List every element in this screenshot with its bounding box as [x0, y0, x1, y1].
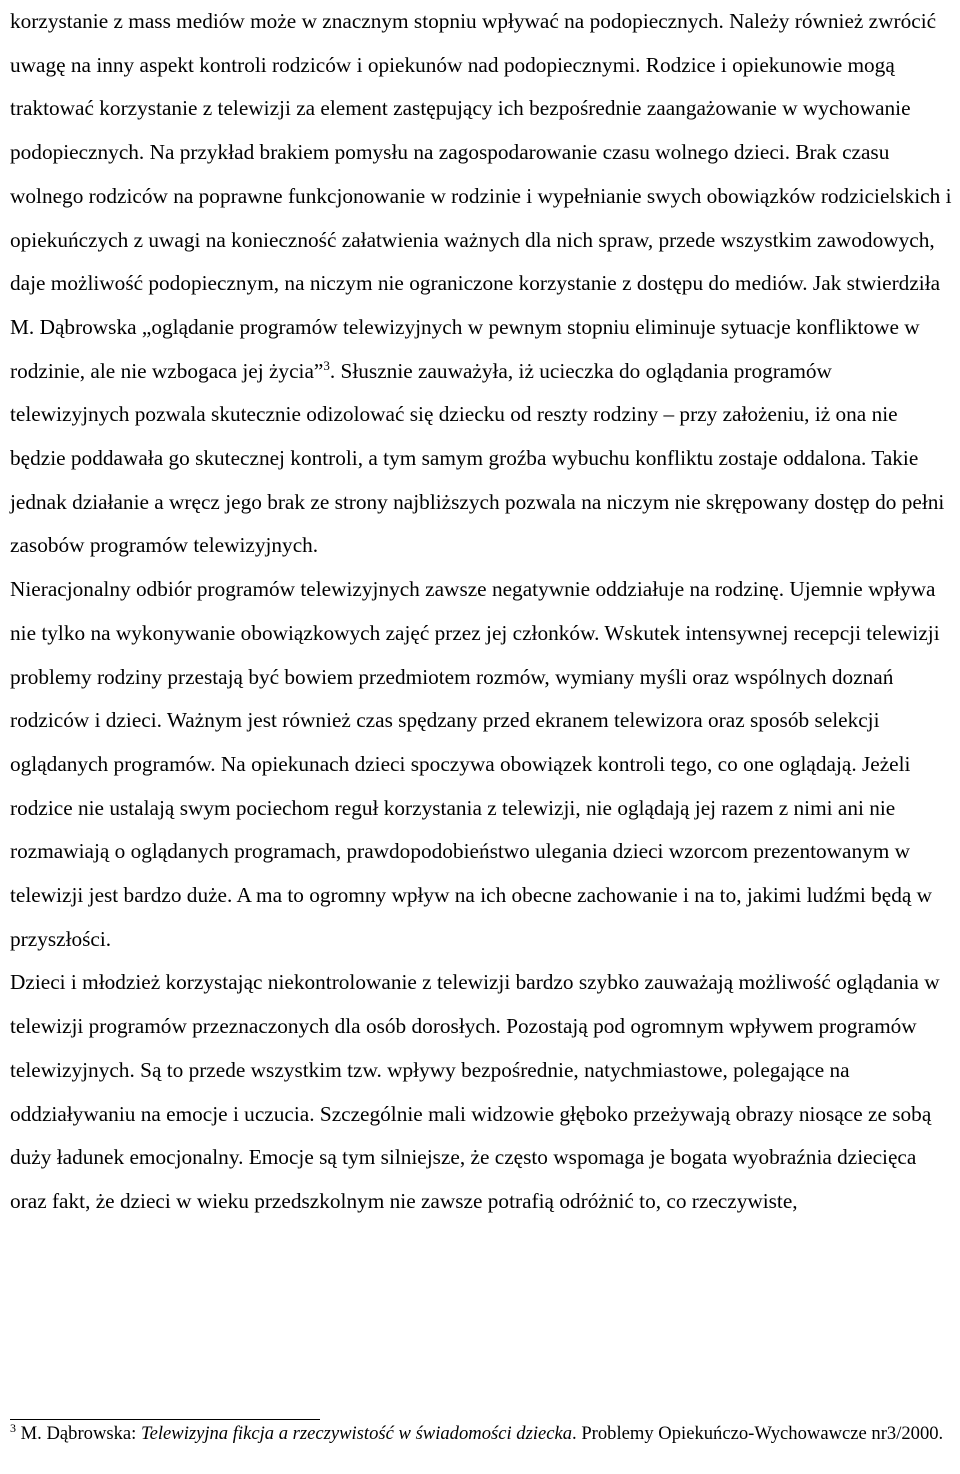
paragraph-1-text: korzystanie z mass mediów może w znacznym stopniu wpływać na podopiecznych. Należy również zwrócić uwagę na inny aspekt kontroli rodziców i opiekunów nad podopiecznymi. Rodzice i opiekunowie mogą traktować korzystanie z telewizji za element zastępujący ich bezpośrednie zaangażowanie w wychowanie podopiecznych. Na przykład brakiem pomysłu na zagospodarowanie czasu wolnego dzieci. Brak czasu wolnego rodziców na poprawne funkcjonowanie w rodzinie i wypełnianie swych obowiązków rodzicielskich i opiekuńczych z uwagi na konieczność załatwienia ważnych dla nich spraw, przede wszystkim zawodowych, daje możliwość podopiecznym, na niczym nie ograniczone korzystanie z dostępu do mediów. Jak stwierdziła M. Dąbrowska „oglądanie programów telewizyjnych w pewnym stopniu eliminuje sytuacje konfliktowe w rodzinie, ale nie wzbogaca jej życia”: [10, 9, 952, 383]
paragraph-1: [10, 0, 956, 568]
footnote-separator: [10, 1419, 320, 1420]
footnote: [10, 1420, 956, 1445]
footnote-reference[interactable]: 3: [323, 357, 330, 373]
page-body: [10, 0, 956, 1224]
footnote-title: Telewizyjna fikcja a rzeczywistość w świadomości dziecka: [140, 1423, 573, 1444]
paragraph-3: Dzieci i młodzież korzystając niekontrolowanie z telewizji bardzo szybko zauważają możliwość oglądania w telewizji programów przeznaczonych dla osób dorosłych. Pozostają pod ogromnym wpływem programów telewizyjnych. Są to przede wszystkim tzw. wpływy bezpośrednie, natychmiastowe, polegające na oddziaływaniu na emocje i uczucia. Szczególnie mali widzowie głęboko przeżywają obrazy niosące ze sobą duży ładunek emocjonalny. Emocje są tym silniejsze, że często wspomaga je bogata wyobraźnia dziecięca oraz fakt, że dzieci w wieku przedszkolnym nie zawsze potrafią odróżnić to, co rzeczywiste,: [10, 970, 940, 1213]
paragraph-2: Nieracjonalny odbiór programów telewizyjnych zawsze negatywnie oddziałuje na rodzinę. Ujemnie wpływa nie tylko na wykonywanie obowiązkowych zajęć przez jej członków. Wskutek intensywnej recepcji telewizji problemy rodziny przestają być bowiem przedmiotem rozmów, wymiany myśli oraz wspólnych doznań rodziców i dzieci. Ważnym jest również czas spędzany przed ekranem telewizora oraz sposób selekcji oglądanych programów. Na opiekunach dzieci spoczywa obowiązek kontroli tego, co one oglądają. Jeżeli rodzice nie ustalają swym pociechom reguł korzystania z telewizji, nie oglądają jej razem z nimi ani nie rozmawiają o oglądanych programach, prawdopodobieństwo ulegania dzieci wzorcom prezentowanym w telewizji jest bardzo duże. A ma to ogromny wpływ na ich obecne zachowanie i na to, jakimi ludźmi będą w przyszłości.: [10, 577, 940, 951]
main-text: [10, 0, 956, 1224]
footnote-mark: 3: [10, 1420, 16, 1435]
footnote-source: . Problemy Opiekuńczo-Wychowawcze nr3/2000.: [572, 1423, 944, 1444]
paragraph-1-text-continued: . Słusznie zauważyła, iż ucieczka do oglądania programów telewizyjnych pozwala skutecznie odizolować się dziecku od reszty rodziny – przy założeniu, iż ona nie będzie poddawała go skutecznej kontroli, a tym samym groźba wybuchu konfliktu zostaje oddalona. Takie jednak działanie a wręcz jego brak ze strony najbliższych pozwala na niczym nie skrępowany dostęp do pełni zasobów programów telewizyjnych.: [10, 358, 945, 558]
footnote-author: M. Dąbrowska:: [16, 1423, 141, 1444]
